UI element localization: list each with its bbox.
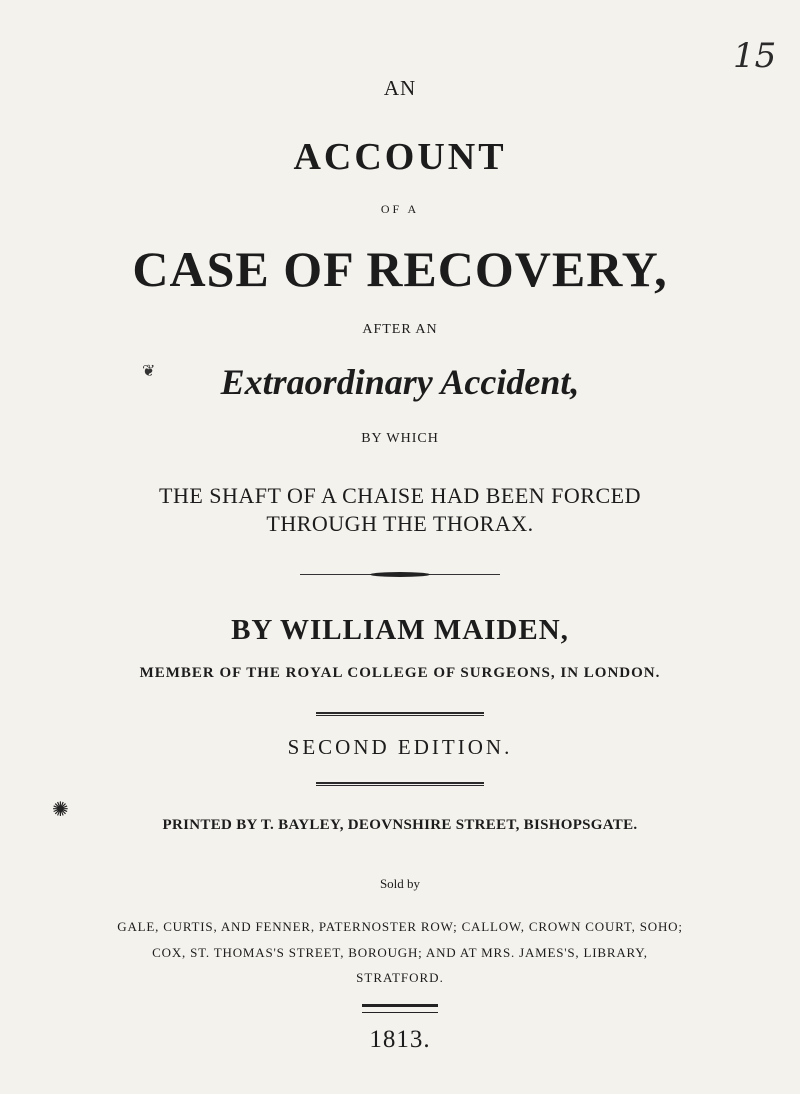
double-rule-bottom (316, 782, 484, 786)
title-an: AN (383, 76, 417, 100)
sellers-line-3: STRATFORD. (356, 970, 444, 985)
title-after-an: AFTER AN (362, 322, 438, 337)
sellers-line-1: GALE, CURTIS, AND FENNER, PATERNOSTER ROW; CALLOW, CROWN COURT, SOHO; (117, 919, 683, 934)
ornamental-divider-center (370, 572, 430, 577)
double-rule-top (316, 712, 484, 716)
title-extraordinary-accident: Extraordinary Accident, (220, 362, 580, 402)
publication-year: 1813. (369, 1026, 431, 1053)
title-of-a: OF A (380, 202, 420, 216)
author-name: BY WILLIAM MAIDEN, (231, 614, 569, 646)
title-by-which: BY WHICH (361, 431, 439, 446)
sellers-line-2: COX, ST. THOMAS'S STREET, BOROUGH; AND AT MRS. JAMES'S, LIBRARY, (152, 945, 648, 960)
printer-line: PRINTED BY T. BAYLEY, DEOVNSHIRE STREET, BISHOPSGATE. (162, 817, 638, 833)
ink-stamp-mark: ✺ (52, 799, 69, 821)
handwritten-number: 15 (733, 36, 777, 76)
author-affiliation: MEMBER OF THE ROYAL COLLEGE OF SURGEONS, IN LONDON. (139, 665, 661, 681)
title-account: ACCOUNT (293, 136, 507, 178)
title-shaft-line-1: THE SHAFT OF A CHAISE HAD BEEN FORCED (159, 483, 641, 508)
edition-label: SECOND EDITION. (287, 735, 513, 759)
title-shaft-line-2: THROUGH THE THORAX. (266, 511, 534, 536)
ink-blot-mark: ❦ (142, 363, 156, 380)
title-case-of-recovery: CASE OF RECOVERY, (132, 241, 668, 297)
year-rule (362, 1004, 438, 1013)
sold-by-label: Sold by (379, 876, 421, 891)
